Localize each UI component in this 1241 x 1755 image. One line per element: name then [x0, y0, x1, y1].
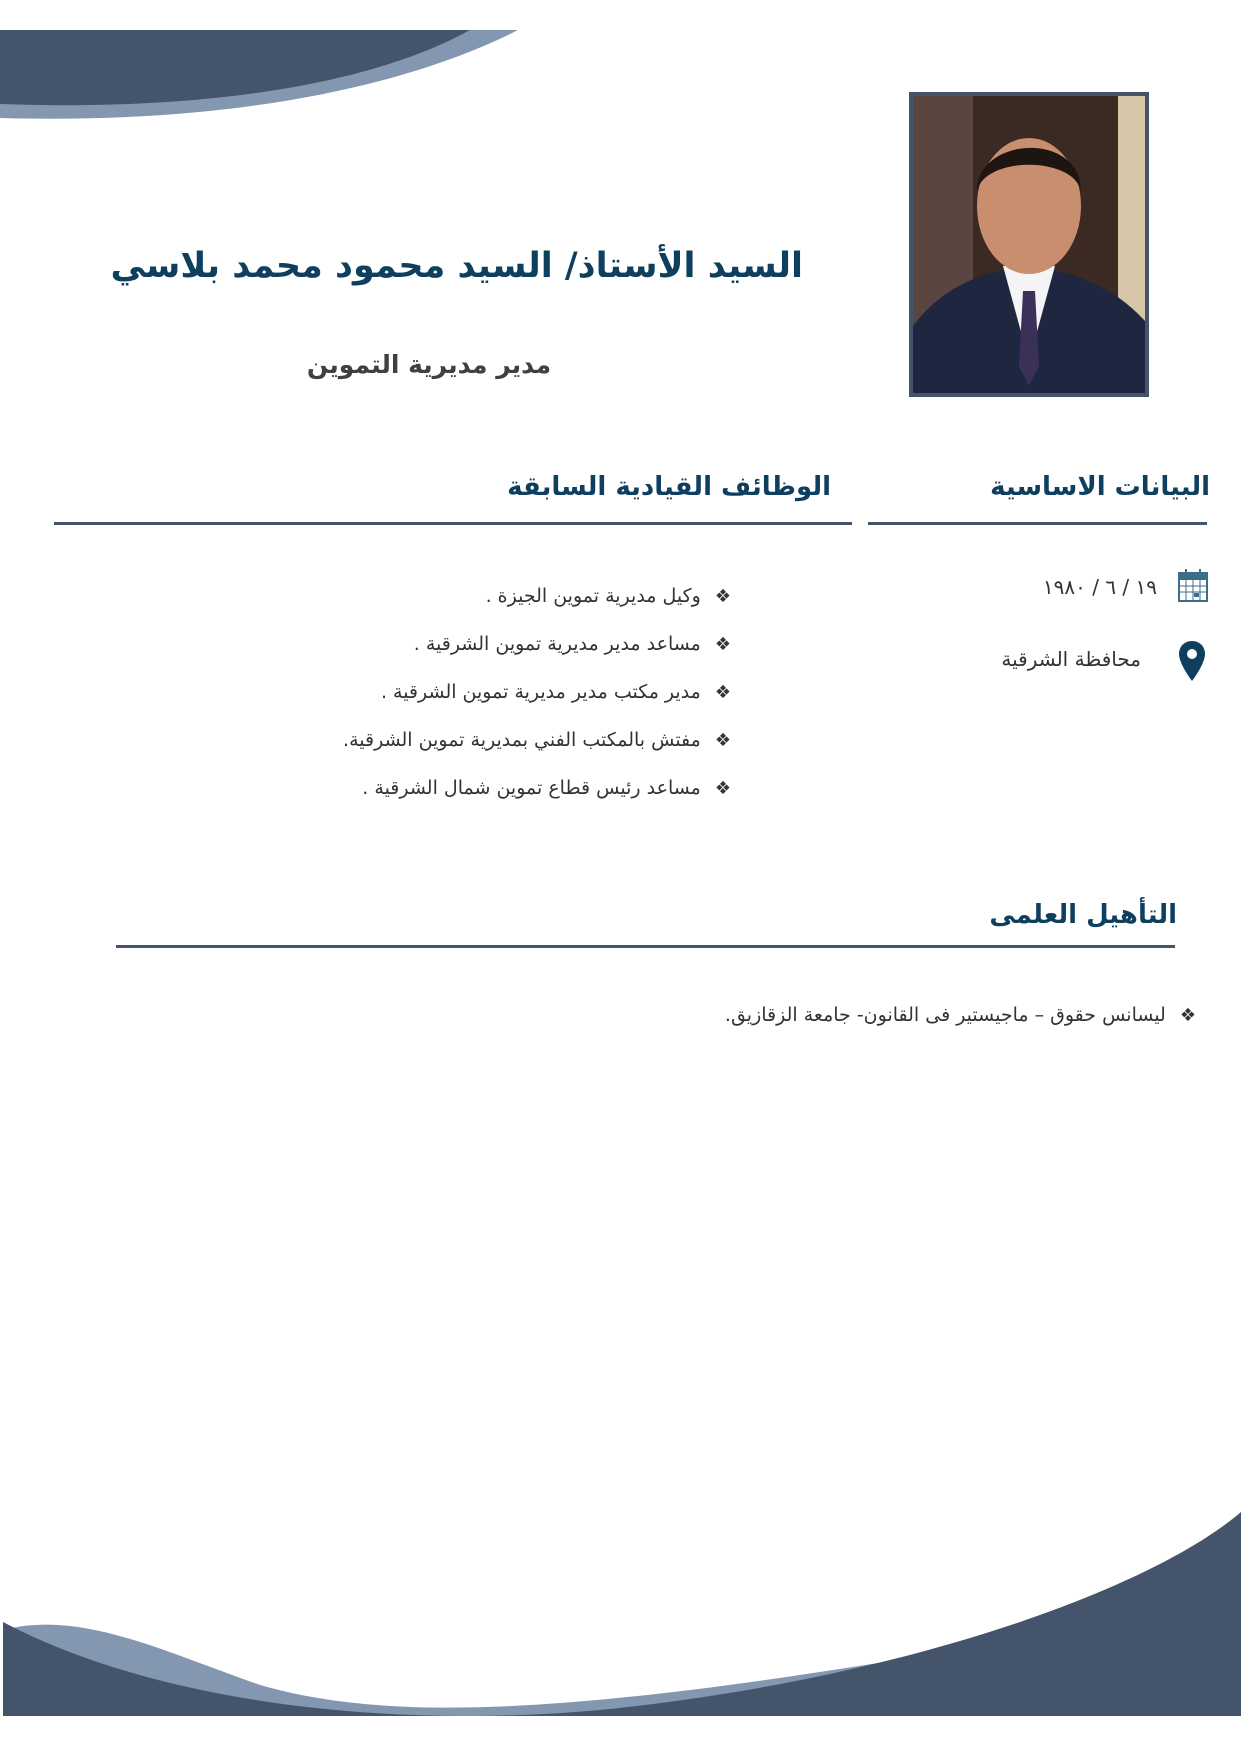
- bottom-wave-decoration: [0, 1500, 1241, 1730]
- job-text: مساعد رئيس قطاع تموين شمال الشرقية .: [362, 777, 701, 799]
- job-text: مفتش بالمكتب الفني بمديرية تموين الشرقية.: [343, 729, 701, 751]
- list-item: [343, 716, 731, 764]
- previous-jobs-divider: [54, 522, 852, 525]
- person-name: السيد الأستاذ/ السيد محمود محمد بلاسي: [110, 246, 803, 286]
- diamond-bullet-icon: ❖: [714, 681, 731, 703]
- list-item: [343, 668, 731, 716]
- profile-photo: [909, 92, 1149, 397]
- previous-jobs-list: [343, 572, 731, 812]
- diamond-bullet-icon: ❖: [714, 729, 731, 751]
- list-item: [343, 572, 731, 620]
- education-list: [725, 1000, 1196, 1030]
- basic-info-heading: البيانات الاساسية: [990, 472, 1210, 502]
- diamond-bullet-icon: ❖: [1179, 1004, 1196, 1026]
- list-item: [343, 620, 731, 668]
- location: محافظة الشرقية: [1001, 647, 1141, 671]
- basic-info-divider: [868, 522, 1207, 525]
- list-item: [343, 764, 731, 812]
- job-text: وكيل مديرية تموين الجيزة .: [485, 585, 701, 607]
- job-text: مدير مكتب مدير مديرية تموين الشرقية .: [380, 681, 701, 703]
- list-item: [725, 1000, 1196, 1030]
- birth-date: ١٩ / ٦ / ١٩٨٠: [1042, 575, 1157, 599]
- job-text: مساعد مدير مديرية تموين الشرقية .: [413, 633, 701, 655]
- top-wave-decoration: [0, 0, 560, 130]
- job-title: مدير مديرية التموين: [306, 350, 552, 379]
- diamond-bullet-icon: ❖: [714, 633, 731, 655]
- location-pin-icon: [1178, 640, 1206, 682]
- calendar-icon: [1178, 568, 1208, 602]
- education-text: ليسانس حقوق – ماجيستير فى القانون- جامعة الزقازيق.: [724, 1004, 1166, 1026]
- previous-jobs-heading: الوظائف القيادية السابقة: [507, 472, 831, 502]
- education-heading: التأهيل العلمى: [989, 900, 1177, 930]
- diamond-bullet-icon: ❖: [714, 777, 731, 799]
- diamond-bullet-icon: ❖: [714, 585, 731, 607]
- education-divider: [116, 945, 1175, 948]
